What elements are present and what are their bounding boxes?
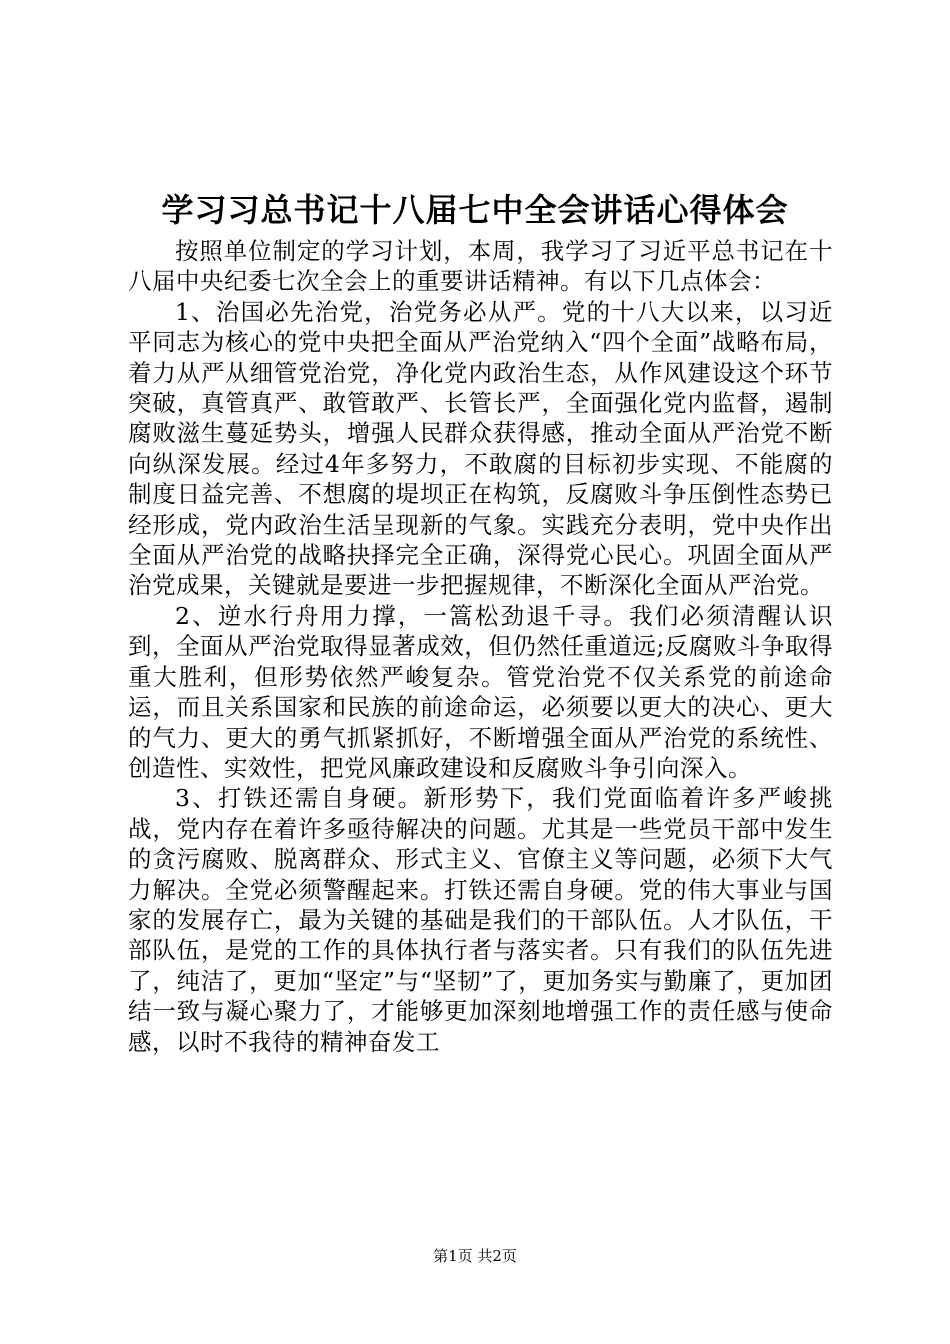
document-body — [128, 236, 833, 1057]
paragraph-point-2: 2、逆水行舟用力撑，一篙松劲退千寻。我们必须清醒认识到，全面从严治党取得显著成效，但仍然任重道远;反腐败斗争取得重大胜利，但形势依然严峻复杂。管党治党不仅关系党的前途命运，而且关系国家和民族的前途命运，必须要以更大的决心、更大的气力、更大的勇气抓紧抓好，不断增强全面从严治党的系统性、创造性、实效性，把党风廉政建设和反腐败斗争引向深入。 — [128, 601, 833, 782]
paragraph-point-1: 1、治国必先治党，治党务必从严。党的十八大以来，以习近平同志为核心的党中央把全面从严治党纳入“四个全面”战略布局，着力从严从细管党治党，净化党内政治生态，从作风建设这个环节突破，真管真严、敢管敢严、长管长严，全面强化党内监督，遏制腐败滋生蔓延势头，增强人民群众获得感，推动全面从严治党不断向纵深发展。经过4年多努力，不敢腐的目标初步实现、不能腐的制度日益完善、不想腐的堤坝正在构筑，反腐败斗争压倒性态势已经形成，党内政治生活呈现新的气象。实践充分表明，党中央作出全面从严治党的战略抉择完全正确，深得党心民心。巩固全面从严治党成果，关键就是要进一步把握规律，不断深化全面从严治党。 — [128, 297, 833, 600]
document-title: 学习习总书记十八届七中全会讲话心得体会 — [161, 191, 789, 229]
paragraph-intro: 按照单位制定的学习计划，本周，我学习了习近平总书记在十八届中央纪委七次全会上的重要讲话精神。有以下几点体会： — [128, 237, 833, 296]
paragraph-point-3: 3、打铁还需自身硬。新形势下，我们党面临着许多严峻挑战，党内存在着许多亟待解决的问题。尤其是一些党员干部中发生的贪污腐败、脱离群众、形式主义、官僚主义等问题，必须下大气力解决。全党必须警醒起来。打铁还需自身硬。党的伟大事业与国家的发展存亡，最为关键的基础是我们的干部队伍。人才队伍，干部队伍，是党的工作的具体执行者与落实者。只有我们的队伍先进了，纯洁了，更加“坚定”与“坚韧”了，更加务实与勤廉了，更加团结一致与凝心聚力了，才能够更加深刻地增强工作的责任感与使命感，以时不我待的精神奋发工 — [128, 784, 833, 1056]
page-number-footer: 第1页 共2页 — [433, 1247, 517, 1265]
